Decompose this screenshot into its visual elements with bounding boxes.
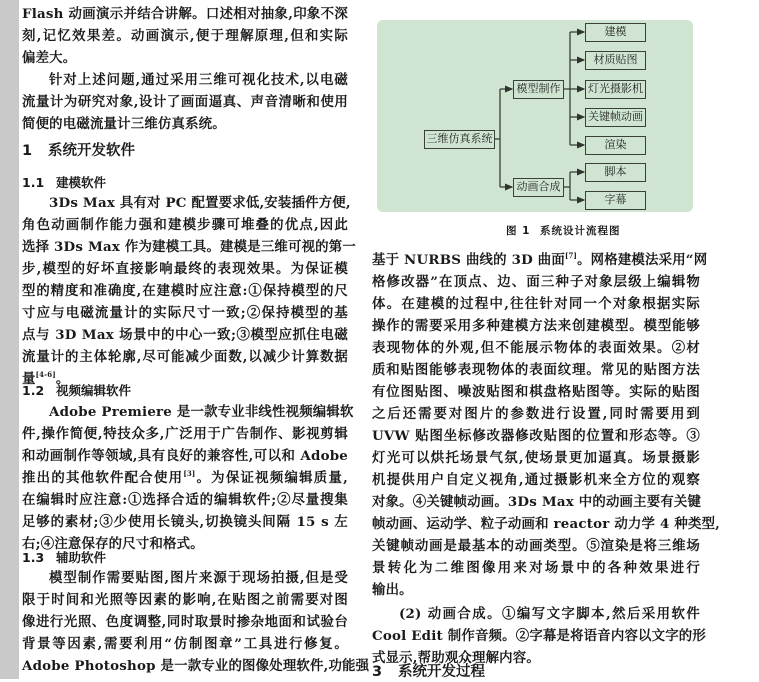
- text-line: 针对上述问题,通过采用三维可视化技术,以电磁: [49, 72, 348, 88]
- text-line: 角色动画制作能力强和建模步骤可堆叠的优点,因此: [22, 217, 348, 233]
- text-line: 流量计为研究对象,设计了画面逼真、声音清晰和使用: [22, 94, 348, 110]
- text-line: 右;④注意保存的尺寸和格式。: [22, 536, 204, 552]
- text-line: Adobe Photoshop 是一款专业的图像处理软件,功能强: [22, 658, 370, 674]
- text-fragment: 。: [55, 371, 70, 387]
- text-line: 刻,记忆效果差。动画演示,便于理解原理,但和实际: [22, 28, 348, 44]
- flowchart-node-animation: 动画合成: [513, 178, 564, 197]
- text-line: 限于时间和光照等因素的影响,在贴图之前需要对图: [22, 592, 348, 608]
- text-line: 偏差大。: [22, 50, 77, 66]
- text-line: 质和贴图能够表现物体的表面纹理。常见的贴图方法: [372, 362, 700, 378]
- section-number: 1: [22, 143, 33, 159]
- section-number: 1.2: [22, 383, 45, 398]
- section-number: 1.3: [22, 550, 45, 565]
- flowchart-node-leaf: 材质贴图: [585, 51, 646, 70]
- section-heading-3: [372, 662, 485, 682]
- flowchart-node-leaf: 灯光摄影机: [585, 80, 646, 99]
- figure-caption: [506, 223, 621, 238]
- text-fragment: 基于 NURBS 曲线的 3D 曲面: [372, 252, 565, 268]
- flowchart-node-root: 三维仿真系统: [424, 130, 495, 149]
- text-line: 在编辑时应注意:①选择合适的编辑软件;②尽量搜集: [22, 492, 348, 508]
- citation: [3]: [183, 469, 196, 478]
- citation: [4-6]: [35, 370, 56, 379]
- text-line: Cool Edit 制作音频。②字幕是将语音内容以文字的形: [372, 628, 706, 644]
- flowchart-node-model: 模型制作: [513, 80, 564, 99]
- text-line: [372, 250, 708, 270]
- text-fragment: 。为保证视频编辑质量,: [195, 470, 348, 486]
- text-line: 之后还需要对图片的参数进行设置,同时需要用到: [372, 406, 700, 422]
- figure-number: 图 1: [506, 225, 531, 237]
- flowchart-node-leaf: 关键帧动画: [585, 108, 646, 127]
- text-line: 模型制作需要贴图,图片来源于现场拍摄,但是受: [49, 570, 348, 586]
- figure-title: 系统设计流程图: [540, 225, 621, 237]
- section-title: 系统开发过程: [398, 664, 485, 680]
- text-line: 机提供用户自定义视角,通过摄影机来全方位的观察: [372, 472, 700, 488]
- text-line: 有位图贴图、噪波贴图和棋盘格贴图等。实际的贴图: [372, 384, 700, 400]
- citation: [7]: [564, 251, 578, 260]
- text-line: 3Ds Max 具有对 PC 配置要求低,安装插件方便,: [49, 195, 351, 211]
- text-line: 体。在建模的过程中,往往针对同一个对象根据实际: [372, 296, 700, 312]
- text-line: (2) 动画合成。①编写文字脚本,然后采用软件: [399, 606, 700, 622]
- text-line: 灯光可以烘托场景气氛,使场景更加逼真。场景摄影: [372, 450, 700, 466]
- text-line: 和动画制作等领域,具有良好的兼容性,可以和 Adobe: [22, 448, 348, 464]
- text-line: 格修改器”在顶点、边、面三种子对象层级上编辑物: [372, 274, 700, 290]
- text-fragment: 推出的其他软件配合使用: [22, 470, 184, 486]
- text-line: 像进行光照、色度调整,同时取景时掺杂地面和试验台: [22, 614, 348, 630]
- section-number: 3: [372, 664, 383, 680]
- text-line: 帧动画、运动学、粒子动画和 reactor 动力学 4 种类型,: [372, 516, 721, 532]
- text-line: 简便的电磁流量计三维仿真系统。: [22, 116, 226, 132]
- text-line: 步,模型的好坏直接影响最终的表现效果。为保证模: [22, 261, 348, 277]
- section-title: 系统开发软件: [48, 143, 135, 159]
- text-line: Adobe Premiere 是一款专业非线性视频编辑软: [49, 404, 354, 420]
- text-fragment: 。网格建模法采用“网: [577, 252, 708, 268]
- text-line: 输出。: [372, 582, 413, 598]
- text-line: 背景等因素,需要利用“仿制图章”工具进行修复。: [22, 636, 348, 652]
- flowchart-node-leaf: 脚本: [585, 163, 646, 182]
- text-line: 型的精度和准确度,在建模时应注意:①保持模型的尺: [22, 283, 348, 299]
- text-line: 选择 3Ds Max 作为建模工具。建模是三维可视的第一: [22, 239, 356, 255]
- text-line: 足够的素材;③少使用长镜头,切换镜头间隔 15 s 左: [22, 514, 348, 530]
- section-number: 1.1: [22, 175, 45, 190]
- flowchart-node-leaf: 渲染: [585, 136, 646, 155]
- text-line: 关键帧动画是最基本的动画类型。⑤渲染是将三维场: [372, 538, 700, 554]
- flowchart-node-leaf: 字幕: [585, 191, 646, 210]
- text-line: 件,操作简便,特技众多,广泛用于广告制作、影视剪辑: [22, 426, 348, 442]
- section-title: 辅助软件: [56, 550, 107, 565]
- text-fragment: 量: [22, 371, 36, 387]
- flowchart-node-leaf: 建模: [585, 23, 646, 42]
- text-line: Flash 动画演示并结合讲解。口述相对抽象,印象不深: [22, 6, 348, 22]
- text-line: UVW 贴图坐标修改器修改贴图的位置和形态等。③: [372, 428, 700, 444]
- text-line: 点与 3D Max 场景中的中心一致;③模型应抓住电磁: [22, 327, 348, 343]
- section-title: 视频编辑软件: [56, 383, 132, 398]
- text-line: 景转化为二维图像用来对场景中的各种效果进行: [372, 560, 700, 576]
- text-line: 寸应与电磁流量计的实际尺寸一致;②保持模型的基: [22, 305, 348, 321]
- section-title: 建模软件: [56, 175, 107, 190]
- text-line: 对象。④关键帧动画。3Ds Max 中的动画主要有关键: [372, 494, 702, 510]
- text-line: 表现物体的外观,但不能展示物体的表面效果。②材: [372, 340, 700, 356]
- text-line: 流量计的主体轮廓,尽可能减少面数,以减少计算数据: [22, 349, 348, 365]
- text-line: 操作的需要采用多种建模方法来创建模型。模型能够: [372, 318, 700, 334]
- text-line: 式显示,帮助观众理解内容。: [372, 650, 540, 666]
